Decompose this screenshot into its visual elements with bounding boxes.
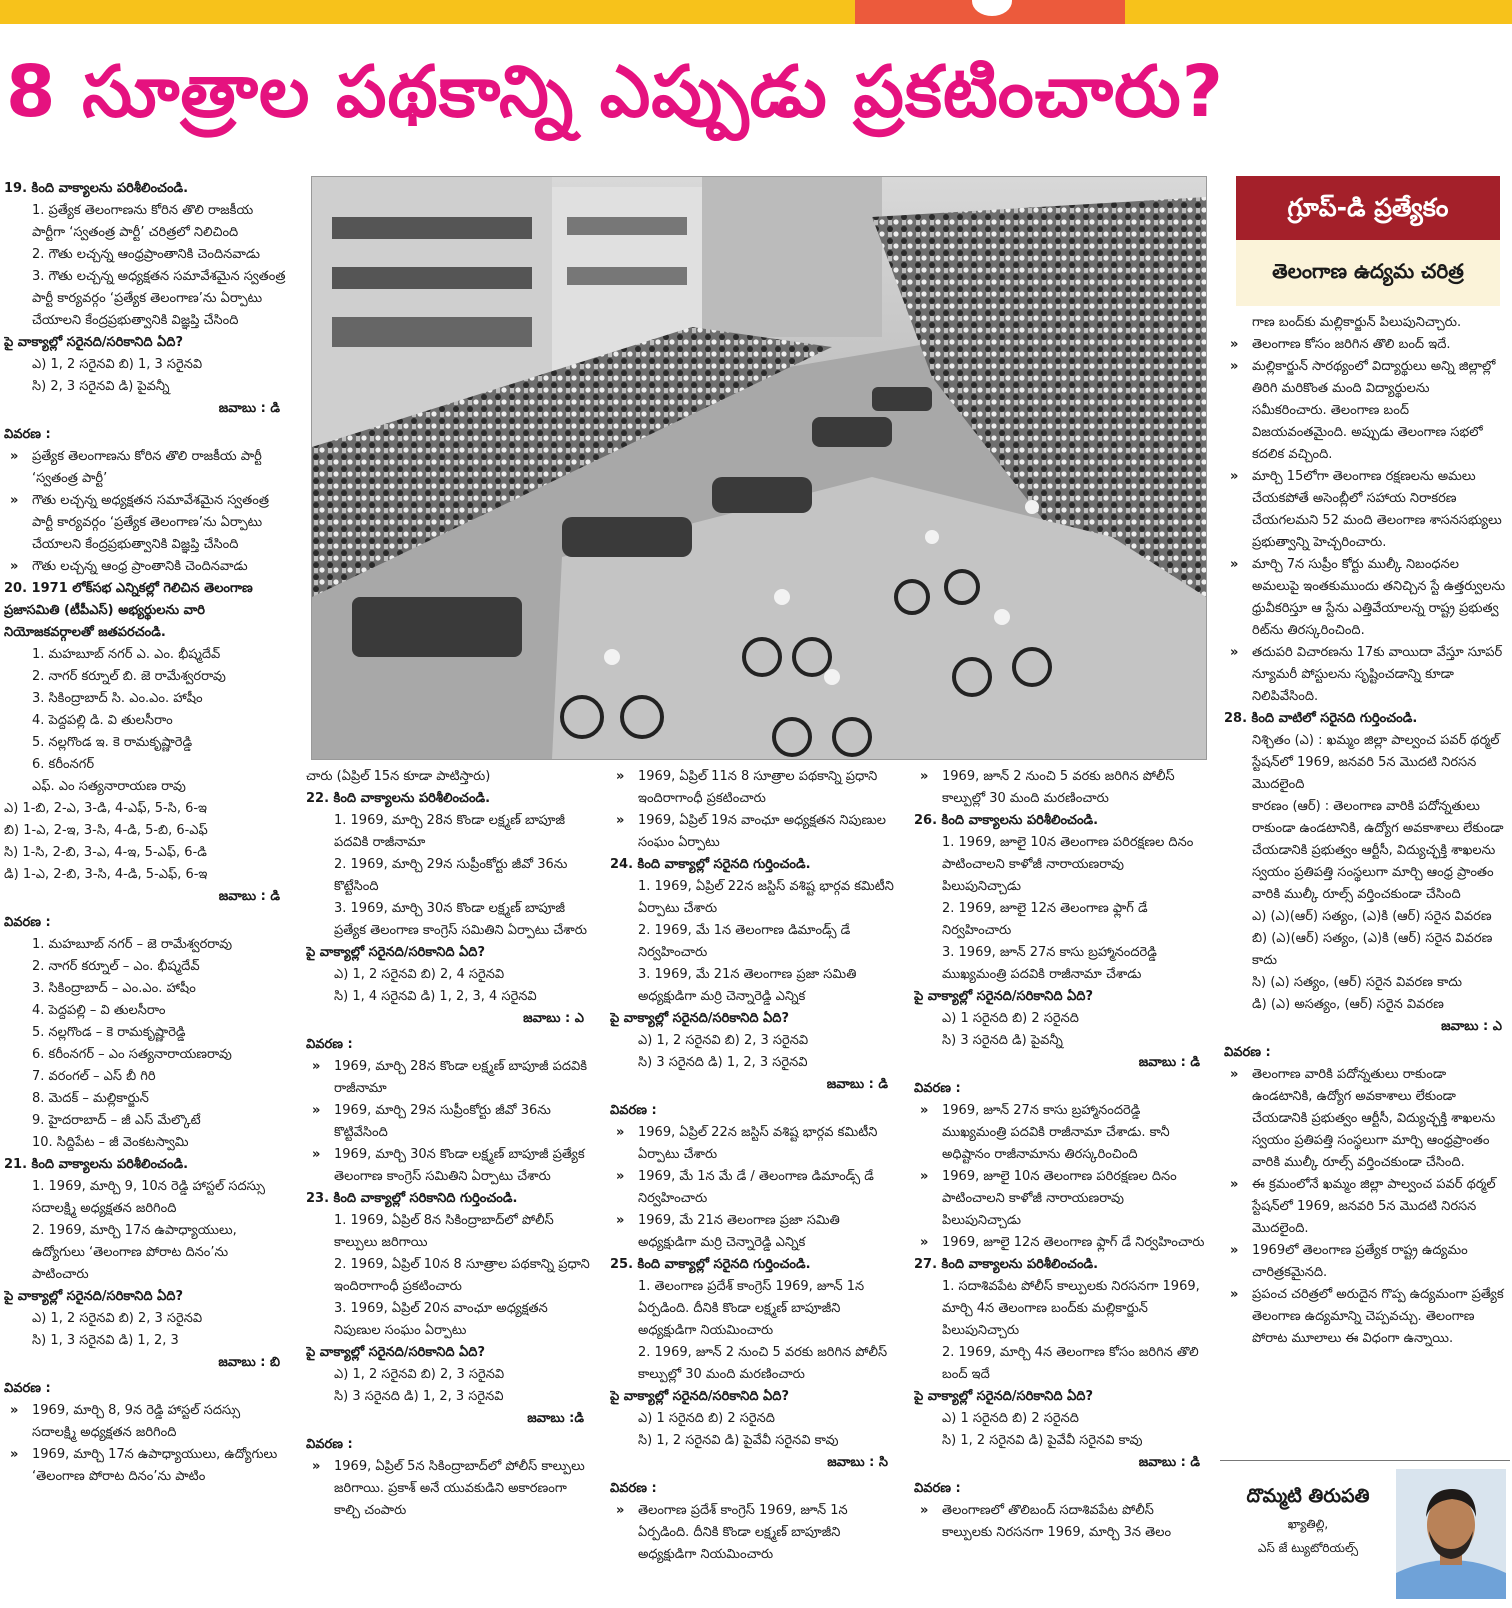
explanation-label: వివరణ :: [306, 1437, 353, 1452]
author-avatar: [1396, 1469, 1506, 1599]
question: పై వాక్యాల్లో సరైనది/సరికానిది ఏది?: [4, 1289, 183, 1304]
explanation-label: వివరణ :: [914, 1081, 961, 1096]
bullet-point: » గౌతు లచ్చన్న ఆంధ్ర ప్రాంతానికి చెందినవాడు: [4, 556, 286, 578]
option-row: ఎ) 1 సరైనది బి) 2 సరైనది: [942, 1011, 1079, 1026]
text-line: చారు (ఏప్రిల్ 15న కూడా పాటిస్తారు): [306, 769, 491, 784]
statement: 3. గౌతు లచ్చన్న అధ్యక్షతన సమావేశమైన స్వతంత్ర పార్టీ కార్యవర్గం ‘ప్రత్యేక తెలంగాణ’ను ఏర్పాటు చేయాలని కేంద్రప్రభుత్వానికి విజ్ఞప్తి చేసింది: [32, 269, 286, 328]
question: 19. కింది వాక్యాలను పరిశీలించండి.: [4, 181, 189, 196]
bullet-point: » తెలంగాణ ప్రదేశ్ కాంగ్రెస్ 1969, జూన్ 1న ఏర్పడింది. దీనికి కొండా లక్ష్మణ్ బాపూజీని అధ్యక్షుడిగా నియమించారు: [610, 1500, 894, 1566]
option-row: సి) 1, 2 సరైనవి డి) పైవేవీ సరైనవి కావు: [942, 1433, 1143, 1448]
option-row: సి) 3 సరైనది డి) 1, 2, 3 సరైనవి: [638, 1055, 808, 1070]
statement: గాణ బంద్‌కు మల్లికార్జున్ పిలుపునిచ్చారు.: [1252, 315, 1462, 330]
bullet-point: » 1969, మార్చి 29న సుప్రీంకోర్టు జీవో 36ను కొట్టివేసింది: [306, 1100, 590, 1144]
statement: 1. సదాశివపేట పోలీస్ కాల్పులకు నిరసనగా 1969, మార్చి 4న తెలంగాణ బంద్‌కు మల్లికార్జున్ పిలుపునిచ్చారు: [942, 1279, 1200, 1338]
statement: 2. 1969, జూలై 12న తెలంగాణ ఫ్లాగ్ డే నిర్వహించారు: [942, 901, 1148, 938]
author-place: ఖ్యాతిల్లి,: [1287, 1517, 1329, 1531]
bullet-point: » మల్లికార్జున్ సారథ్యంలో విద్యార్థులు అన్ని జిల్లాల్లో తిరిగి మరికొంత మంది విద్యార్థులను సమీకరించారు. తెలంగాణ బంద్ విజయవంతమైంది. అప్పుడు తెలంగాణ సభలో కదలిక వచ్చింది.: [1224, 356, 1508, 466]
question: 26. కింది వాక్యాలను పరిశీలించండి.: [914, 813, 1099, 828]
page-headline: 8 సూత్రాల పథకాన్ని ఎప్పుడు ప్రకటించారు?: [6, 50, 1224, 133]
column-3: [610, 766, 894, 1604]
statement: 1. 1969, ఏప్రిల్ 22న జస్టిస్ వశిష్ట భార్గవ కమిటీని ఏర్పాటు చేశారు: [638, 879, 894, 916]
option-row: సి) 3 సరైనది డి) పైవన్నీ: [942, 1033, 1063, 1048]
statement: 6. కరీంనగర్ – ఎం సత్యనారాయణరావు: [32, 1047, 232, 1062]
text-line: సి) 1-సి, 2-బి, 3-ఎ, 4-ఇ, 5-ఎఫ్, 6-డి: [4, 845, 207, 860]
answer: జవాబు : ఎ: [523, 1011, 584, 1026]
bullet-point: » తదుపరి విచారణను 17కు వాయిదా వేస్తూ సూపర్ న్యూమరీ పోస్టులను సృష్టించడాన్ని కూడా నిలిపివేసింది.: [1224, 642, 1508, 708]
bullet-point: » 1969, మార్చి 28న కొండా లక్ష్మణ్ బాపూజీ పదవికి రాజీనామా: [306, 1056, 590, 1100]
option-row: సి) 1, 3 సరైనవి డి) 1, 2, 3: [32, 1333, 179, 1348]
option-row: సి) 2, 3 సరైనవి డి) పైవన్నీ: [32, 379, 170, 394]
statement: 2. 1969, జూన్ 2 నుంచి 5 వరకు జరిగిన పోలీస్ కాల్పుల్లో 30 మంది మరణించారు: [638, 1345, 888, 1382]
statement: 2. 1969, ఏప్రిల్ 10న 8 సూత్రాల పథకాన్ని ప్రధాని ఇందిరాగాంధీ ప్రకటించారు: [334, 1257, 590, 1294]
statement: 3. సికింద్రాబాద్ సి. ఎం.ఎం. హాషీం: [32, 691, 203, 706]
bullet-point: » 1969, జూన్ 2 నుంచి 5 వరకు జరిగిన పోలీస్ కాల్పుల్లో 30 మంది మరణించారు: [914, 766, 1206, 810]
question: 25. కింది వాక్యాల్లో సరైనది గుర్తించండి.: [610, 1257, 811, 1272]
statement: 1. ప్రత్యేక తెలంగాణను కోరిన తొలి రాజకీయ పార్టీగా ‘స్వతంత్ర పార్టీ’ చరిత్రలో నిలిచింది: [32, 203, 254, 240]
column-4: [914, 766, 1206, 1604]
bullet-point: » గౌతు లచ్చన్న అధ్యక్షతన సమావేశమైన స్వతంత్ర పార్టీ కార్యవర్గం ‘ప్రత్యేక తెలంగాణ’ను ఏర్పాటు చేయాలని కేంద్రప్రభుత్వానికి విజ్ఞప్తి చేసింది: [4, 490, 286, 556]
answer: జవాబు :డి: [527, 1411, 584, 1426]
statement: 3. 1969, జూన్ 27న కాసు బ్రహ్మానందరెడ్డి ముఖ్యమంత్రి పదవికి రాజీనామా చేశాడు: [942, 945, 1157, 982]
text-line: ఎ) 1-బి, 2-ఎ, 3-డి, 4-ఎఫ్, 5-సి, 6-ఇ: [4, 801, 207, 816]
crowd-street-image: [312, 177, 1206, 759]
bullet-point: » 1969, మార్చి 30న కొండా లక్ష్మణ్ బాపూజీ ప్రత్యేక తెలంగాణ కాంగ్రెస్ సమితిని ఏర్పాటు చేశారు: [306, 1144, 590, 1188]
explanation-label: వివరణ :: [4, 1381, 51, 1396]
answer: జవాబు : బి: [218, 1355, 280, 1370]
option-row: ఎ) 1, 2 సరైనవి బి) 2, 4 సరైనవి: [334, 967, 505, 982]
statement: 2. 1969, మార్చి 4న తెలంగాణ కోసం జరిగిన తొలి బంద్ ఇదే: [942, 1345, 1199, 1382]
question: పై వాక్యాల్లో సరైనది/సరికానిది ఏది?: [914, 1389, 1093, 1404]
bullet-point: » ప్రత్యేక తెలంగాణను కోరిన తొలి రాజకీయ పార్టీ ‘స్వతంత్ర పార్టీ’: [4, 446, 286, 490]
bullet-point: » మార్చి 15లోగా తెలంగాణ రక్షణలను అమలు చేయకపోతే అసెంబ్లీలో సహాయ నిరాకరణ చేయగలమని 52 మంది తెలంగాణ శాసనసభ్యులు ప్రభుత్వాన్ని హెచ్చరించారు.: [1224, 466, 1508, 554]
statement: 1. 1969, జూలై 10న తెలంగాణ పరిరక్షణల దినం పాటించాలని కాళోజీ నారాయణరావు పిలుపునిచ్చాడు: [942, 835, 1194, 894]
author-photo: [1396, 1469, 1506, 1599]
top-color-bar: [0, 0, 1512, 24]
option-row: ఎ) 1, 2 సరైనవి బి) 1, 3 సరైనవి: [32, 357, 203, 372]
option-row: ఎ) 1 సరైనది బి) 2 సరైనది: [942, 1411, 1079, 1426]
option-row: ఎ) 1, 2 సరైనవి బి) 2, 3 సరైనవి: [334, 1367, 505, 1382]
answer: జవాబు : డి: [218, 401, 280, 416]
statement: 2. గౌతు లచ్చన్న ఆంధ్రప్రాంతానికి చెందినవాడు: [32, 247, 261, 262]
statement: 1. తెలంగాణ ప్రదేశ్ కాంగ్రెస్ 1969, జూన్ 1న ఏర్పడింది. దీనికి కొండా లక్ష్మణ్ బాపూజీని అధ్యక్షుడిగా నియమించారు: [638, 1279, 865, 1338]
question: 21. కింది వాక్యాలను పరిశీలించండి.: [4, 1157, 189, 1172]
badge-title: గ్రూప్-డి ప్రత్యేకం: [1236, 176, 1500, 240]
question: 20. 1971 లోక్‌సభ ఎన్నికల్లో గెలిచిన తెలంగాణ ప్రజాసమితి (టీపీఎస్) అభ్యర్థులను వారి నియోజకవర్గాలతో జతపరచండి.: [4, 581, 253, 640]
question: పై వాక్యాల్లో సరైనది/సరికానిది ఏది?: [610, 1389, 789, 1404]
column-5: [1224, 312, 1508, 1454]
option-row: ఎ) 1, 2 సరైనవి బి) 2, 3 సరైనవి: [638, 1033, 809, 1048]
text-line: డి) 1-ఎ, 2-బి, 3-సి, 4-డి, 5-ఎఫ్, 6-ఇ: [4, 867, 208, 882]
statement: 4. పెద్దపల్లి డి. వి తులసీరాం: [32, 713, 173, 728]
explanation-label: వివరణ :: [610, 1103, 657, 1118]
explanation-label: వివరణ :: [1224, 1045, 1271, 1060]
bullet-point: » 1969, జూన్ 27న కాసు బ్రహ్మానందరెడ్డి ముఖ్యమంత్రి పదవికి రాజీనామా చేశాడు. కానీ అధిష్టానం రాజీనామాను తిరస్కరించింది: [914, 1100, 1206, 1166]
statement: 1. మహబూబ్ నగర్ – జె రామేశ్వరరావు: [32, 937, 233, 952]
statement: 6. కరీంనగర్: [32, 757, 95, 772]
statement: 2. 1969, మార్చి 29న సుప్రీంకోర్టు జీవో 36ను కొట్టేసింది: [334, 857, 568, 894]
statement: బి) (ఎ)(ఆర్) సత్యం, (ఎ)కి (ఆర్) సరైన వివరణ కాదు: [1252, 931, 1493, 968]
question: 28. కింది వాటిలో సరైనది గుర్తించండి.: [1224, 711, 1418, 726]
option-row: సి) 1, 2 సరైనవి డి) పైవేవీ సరైనవి కావు: [638, 1433, 839, 1448]
question: పై వాక్యాల్లో సరైనది/సరికానిది ఏది?: [4, 335, 183, 350]
answer: జవాబు : డి: [826, 1077, 888, 1092]
explanation-label: వివరణ :: [4, 915, 51, 930]
option-row: ఎ) 1, 2 సరైనవి బి) 2, 3 సరైనవి: [32, 1311, 203, 1326]
bullet-point: » 1969, ఏప్రిల్ 22న జస్టిస్ వశిష్ట భార్గవ కమిటీని ఏర్పాటు చేశారు: [610, 1122, 894, 1166]
statement: 8. మెదక్ – మల్లికార్జున్: [32, 1091, 149, 1106]
statement: 3. 1969, మే 21న తెలంగాణ ప్రజా సమితి అధ్యక్షుడిగా మర్రి చెన్నారెడ్డి ఎన్నిక: [638, 967, 857, 1004]
statement: 1. 1969, మార్చి 9, 10న రెడ్డి హాస్టల్ సదస్సు సదాలక్ష్మి అధ్యక్షతన జరిగింది: [32, 1179, 266, 1216]
question: పై వాక్యాల్లో సరైనది/సరికానిది ఏది?: [306, 1345, 485, 1360]
statement: ఎఫ్. ఎం సత్యనారాయణ రావు: [32, 779, 186, 794]
answer: జవాబు : డి: [218, 889, 280, 904]
explanation-label: వివరణ :: [4, 427, 51, 442]
bullet-point: » 1969, ఏప్రిల్ 19న వాంఛూ అధ్యక్షతన నిపుణుల సంఘం ఏర్పాటు: [610, 810, 894, 854]
question: పై వాక్యాల్లో సరైనది/సరికానిది ఏది?: [914, 989, 1093, 1004]
author-name: దొమ్మటి తిరుపతి: [1246, 1485, 1370, 1507]
question: 22. కింది వాక్యాలను పరిశీలించండి.: [306, 791, 491, 806]
statement: 2. నాగర్ కర్నూల్ – ఎం. భీష్మదేవ్: [32, 959, 200, 974]
answer: జవాబు : డి: [1138, 1055, 1200, 1070]
statement: 2. నాగర్ కర్నూల్ బి. జె రామేశ్వరరావు: [32, 669, 226, 684]
author-box: [1220, 1460, 1510, 1601]
option-row: సి) 1, 4 సరైనవి డి) 1, 2, 3, 4 సరైనవి: [334, 989, 537, 1004]
statement: 2. 1969, మార్చి 17న ఉపాధ్యాయులు, ఉద్యోగులు ‘తెలంగాణ పోరాట దినం’ను పాటించారు: [32, 1223, 237, 1282]
statement: 1. మహబూబ్ నగర్ ఎ. ఎం. భీష్మదేవ్: [32, 647, 221, 662]
bullet-point: » 1969, మే 21న తెలంగాణ ప్రజా సమితి అధ్యక్షుడిగా మర్రి చెన్నారెడ్డి ఎన్నిక: [610, 1210, 894, 1254]
column-1: [4, 178, 286, 1603]
statement: 3. 1969, ఏప్రిల్ 20న వాంఛూ అధ్యక్షతన నిపుణుల సంఘం ఏర్పాటు: [334, 1301, 548, 1338]
bullet-point: » 1969లో తెలంగాణ ప్రత్యేక రాష్ట్ర ఉద్యమం చారిత్రకమైనది.: [1224, 1240, 1508, 1284]
statement: నిశ్చితం (ఎ) : ఖమ్మం జిల్లా పాల్వంచ పవర్ థర్మల్ స్టేషన్‌లో 1969, జనవరి 5న మొదటి నిరసన మొదలైంది: [1252, 733, 1500, 792]
statement: సి) (ఎ) సత్యం, (ఆర్) సరైన వివరణ కాదు: [1252, 975, 1463, 990]
statement: 3. 1969, మార్చి 30న కొండా లక్ష్మణ్ బాపూజీ ప్రత్యేక తెలంగాణ కాంగ్రెస్ సమితిని ఏర్పాటు చేశారు: [334, 901, 587, 938]
answer: జవాబు : డి: [1138, 1455, 1200, 1470]
section-badge: [1236, 176, 1500, 306]
question: 23. కింది వాక్యాల్లో సరికానిది గుర్తించండి.: [306, 1191, 518, 1206]
text-line: బి) 1-ఎ, 2-ఇ, 3-సి, 4-డి, 5-బి, 6-ఎఫ్: [4, 823, 208, 838]
statement: డి) (ఎ) అసత్యం, (ఆర్) సరైన వివరణ: [1252, 997, 1444, 1012]
bullet-point: » 1969, మే 1న మే డే / తెలంగాణ డిమాండ్స్ డే నిర్వహించారు: [610, 1166, 894, 1210]
author-institute: ఎస్ జే ట్యుటోరియల్స్: [1257, 1541, 1359, 1555]
bullet-point: » 1969, మార్చి 17న ఉపాధ్యాయులు, ఉద్యోగులు ‘తెలంగాణ పోరాట దినం’ను పాటిం: [4, 1444, 286, 1488]
question: 27. కింది వాక్యాలను పరిశీలించండి.: [914, 1257, 1099, 1272]
bullet-point: » తెలంగాణలో తొలిబంద్ సదాశివపేట పోలీస్ కాల్పులకు నిరసనగా 1969, మార్చి 3న తెలం: [914, 1500, 1206, 1544]
statement: ఎ) (ఎ)(ఆర్) సత్యం, (ఎ)కి (ఆర్) సరైన వివరణ: [1252, 909, 1492, 924]
statement: 9. హైదరాబాద్ – జీ ఎస్ మేల్కొటే: [32, 1113, 201, 1128]
explanation-label: వివరణ :: [914, 1481, 961, 1496]
question: 24. కింది వాక్యాల్లో సరైనది గుర్తించండి.: [610, 857, 811, 872]
bullet-point: » ఈ క్రమంలోనే ఖమ్మం జిల్లా పాల్వంచ పవర్ థర్మల్ స్టేషన్‌లో 1969, జనవరి 5న మొదటి నిరసన మొదలైంది.: [1224, 1174, 1508, 1240]
bullet-point: » 1969, జూలై 12న తెలంగాణ ఫ్లాగ్ డే నిర్వహించారు: [914, 1232, 1206, 1254]
bullet-point: » తెలంగాణ కోసం జరిగిన తొలి బంద్ ఇదే.: [1224, 334, 1508, 356]
statement: 1. 1969, మార్చి 28న కొండా లక్ష్మణ్ బాపూజీ పదవికి రాజీనామా: [334, 813, 566, 850]
option-row: సి) 3 సరైనది డి) 1, 2, 3 సరైనవి: [334, 1389, 504, 1404]
answer: జవాబు : సి: [827, 1455, 888, 1470]
bullet-point: » తెలంగాణ వారికి పదోన్నతులు రాకుండా ఉండటానికి, ఉద్యోగ అవకాశాలు లేకుండా చేయడానికి ప్రభుత్వం ఆర్టీసీ, విద్యుచ్ఛక్తి శాఖలను స్వయం ప్రతిపత్తి సంస్థలుగా మార్చి ఆంధ్రప్రాంతం వారికి ముల్కీ రూల్స్ వర్తించకుండా చేసింది.: [1224, 1064, 1508, 1174]
statement: 5. నల్లగొండ ఇ. కె రామకృష్ణారెడ్డి: [32, 735, 193, 750]
option-row: ఎ) 1 సరైనది బి) 2 సరైనది: [638, 1411, 775, 1426]
bullet-point: » 1969, మార్చి 8, 9న రెడ్డి హాస్టల్ సదస్సు సదాలక్ష్మి అధ్యక్షతన జరిగింది: [4, 1400, 286, 1444]
column-2: [306, 766, 590, 1604]
bullet-point: » ప్రపంచ చరిత్రలో అరుదైన గొప్ప ఉద్యమంగా ప్రత్యేక తెలంగాణ ఉద్యమాన్ని చెప్పవచ్చు. తెలంగాణ పోరాట మూలాలు ఈ విధంగా ఉన్నాయి.: [1224, 1284, 1508, 1350]
explanation-label: వివరణ :: [306, 1037, 353, 1052]
answer: జవాబు : ఎ: [1441, 1019, 1502, 1034]
badge-subtitle: తెలంగాణ ఉద్యమ చరిత్ర: [1272, 259, 1464, 283]
bullet-point: » మార్చి 7న సుప్రీం కోర్టు ముల్కీ నిబంధనల అమలుపై ఇంతకుముందు తనిచ్చిన స్టే ఉత్తర్వులను ధ్రువీకరిస్తూ ఆ స్టేను ఎత్తివేయాలన్న రాష్ట్ర ప్రభుత్వ రిట్‌ను తిరస్కరించింది.: [1224, 554, 1508, 642]
question: పై వాక్యాల్లో సరైనది/సరికానిది ఏది?: [610, 1011, 789, 1026]
bullet-point: » 1969, ఏప్రిల్ 11న 8 సూత్రాల పథకాన్ని ప్రధాని ఇందిరాగాంధీ ప్రకటించారు: [610, 766, 894, 810]
statement: 7. వరంగల్ – ఎస్ బీ గిరి: [32, 1069, 156, 1084]
statement: 4. పెద్దపల్లి – వి తులసీరాం: [32, 1003, 166, 1018]
protest-photo: [311, 176, 1207, 760]
question: పై వాక్యాల్లో సరైనది/సరికానిది ఏది?: [306, 945, 485, 960]
explanation-label: వివరణ :: [610, 1481, 657, 1496]
statement: 5. నల్లగొండ – కె రామకృష్ణారెడ్డి: [32, 1025, 186, 1040]
statement: 1. 1969, ఏప్రిల్ 8న సికింద్రాబాద్‌లో పోలీస్ కాల్పులు జరిగాయి: [334, 1213, 554, 1250]
bullet-point: » 1969, ఏప్రిల్ 5న సికింద్రాబాద్‌లో పోలీస్ కాల్పులు జరిగాయి. ప్రకాశ్ అనే యువకుడిని అకారణంగా కాల్చి చంపారు: [306, 1456, 590, 1522]
statement: 3. సికింద్రాబాద్ – ఎం.ఎం. హాషీం: [32, 981, 196, 996]
statement: 10. సిద్దిపేట – జీ వెంకటస్వామి: [32, 1135, 189, 1150]
bullet-point: » 1969, జూలై 10న తెలంగాణ పరిరక్షణల దినం పాటించాలని కాళోజీ నారాయణరావు పిలుపునిచ్చాడు: [914, 1166, 1206, 1232]
statement: 2. 1969, మే 1న తెలంగాణ డిమాండ్స్ డే నిర్వహించారు: [638, 923, 851, 960]
statement: కారణం (ఆర్) : తెలంగాణ వారికి పదోన్నతులు రాకుండా ఉండటానికి, ఉద్యోగ అవకాశాలు లేకుండా చేయడానికి ప్రభుత్వం ఆర్టీసీ, విద్యుచ్ఛక్తి శాఖలను స్వయం ప్రతిపత్తి సంస్థలుగా మార్చి ఆంధ్ర ప్రాంతం వారికి ముల్కీ రూల్స్ వర్తించకుండా చేసింది: [1252, 799, 1504, 902]
